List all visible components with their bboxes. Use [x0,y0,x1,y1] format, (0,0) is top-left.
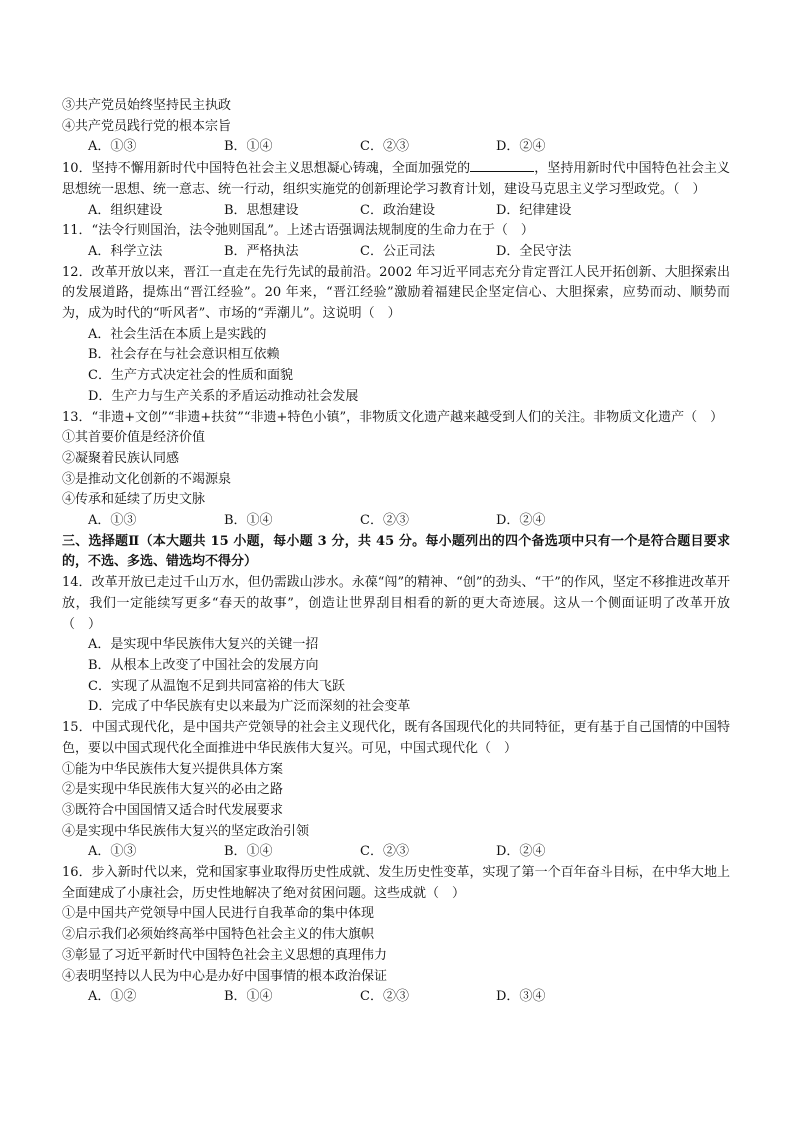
q13-option-c[interactable]: C．②③ [360,513,409,529]
q12-option-c[interactable]: C．生产方式决定社会的性质和面貌 [88,368,293,384]
q11-option-c[interactable]: C．公正司法 [360,243,435,259]
q16-item-1: ①是中国共产党领导中国人民进行自我革命的集中体现 [62,906,375,922]
q15-item-3: ③既符合中国国情又适合时代发展要求 [62,802,284,818]
q16-item-2: ②启示我们必须始终高举中国特色社会主义的伟大旗帜 [62,927,375,943]
q15-options [62,842,730,863]
q16-stem: 16．步入新时代以来，党和国家事业取得历史性成就、发生历史性变革，实现了第一个百年奋斗目标，在中华大地上全面建成了小康社会，历史性地解决了绝对贫困问题。这些成就（ ） [62,865,730,901]
q16-item-3: ③彰显了习近平新时代中国特色社会主义思想的真理伟力 [62,947,388,963]
q10-stem-before: 10．坚持不懈用新时代中国特色社会主义思想凝心铸魂，全面加强党的 [62,161,471,177]
q9-option-d[interactable]: D．②④ [496,139,546,155]
section-3-title: 三、选择题Ⅱ（本大题共 15 小题，每小题 3 分，共 45 分。每小题列出的四个备选项中只有一个是符合题目要求的，不选、多选、错选均不得分） [62,533,730,570]
q11-option-b[interactable]: B．严格执法 [224,243,299,259]
q11-stem: 11．“法令行则国治，法令弛则国乱”。上述古语强调法规制度的生命力在于（ ） [62,223,534,239]
q13-options [62,511,730,532]
exam-page [62,96,730,1008]
q10-option-b[interactable]: B．思想建设 [224,202,299,218]
q13-item-1: ①其首要价值是经济价值 [62,430,206,446]
q10-options [62,201,730,222]
q10-option-a[interactable]: A．组织建设 [88,202,163,218]
q14-option-c[interactable]: C．实现了从温饱不足到共同富裕的伟大飞跃 [88,678,345,694]
q15-item-2: ②是实现中华民族伟大复兴的必由之路 [62,782,284,798]
q9-item-4: ④共产党员践行党的根本宗旨 [62,118,232,134]
q13-option-a[interactable]: A．①③ [88,513,137,529]
q13-stem: 13．“非遗+文创”“非遗+扶贫”“非遗+特色小镇”，非物质文化遗产越来越受到人们的关注。非物质文化遗产（ ） [62,409,724,425]
q15-option-c[interactable]: C．②③ [360,844,409,860]
q11-option-d[interactable]: D．全民守法 [496,243,572,259]
q14-stem: 14．改革开放已走过千山万水，但仍需跋山涉水。永葆“闯”的精神、“创”的劲头、“干”的作风，坚定不移推进改革开放，我们一定能续写更多“春天的故事”，创造让世界刮目相看的新的更大奇迹展。这从一个侧面证明了改革开放（ ） [62,575,730,632]
q15-option-d[interactable]: D．②④ [496,844,546,860]
q10-stem-after: ，坚持用新时代中国特色社会主义思想统一思想、统一意志、统一行动，组织实施党的创新理论学习教育计划，建设马克思主义学习型政党。（ ） [62,161,730,197]
q12-option-b[interactable]: B．社会存在与社会意识相互依赖 [88,347,280,363]
q9-item-3: ③共产党员始终坚持民主执政 [62,98,232,113]
q12-stem: 12．改革开放以来，晋江一直走在先行先试的最前沿。2002 年习近平同志充分肯定晋江人民开拓创新、大胆探索出的发展道路，提炼出“晋江经验”。20 年来，“晋江经验”激励着福建民企坚定信心、大胆探索，应势而动、顺势而为，成为时代的“听风者”、市场的“弄潮儿”。这说明（ ） [62,264,730,322]
q11-options [62,242,730,263]
q15-option-b[interactable]: B．①④ [224,844,273,860]
q10-blank [470,158,534,172]
q13-item-3: ③是推动文化创新的不竭源泉 [62,471,232,487]
q10-stem [62,158,730,200]
q9-option-c[interactable]: C．②③ [360,139,409,155]
q14-option-b[interactable]: B．从根本上改变了中国社会的发展方向 [88,657,319,673]
q13-item-4: ④传承和延续了历史文脉 [62,492,206,508]
q16-options [62,987,730,1008]
q9-option-a[interactable]: A．①③ [88,139,137,155]
q16-item-4: ④表明坚持以人民为中心是办好中国事情的根本政治保证 [62,968,388,984]
q16-option-a[interactable]: A．①② [88,989,137,1005]
q14-option-a[interactable]: A．是实现中华民族伟大复兴的关键一招 [88,637,319,653]
q10-option-d[interactable]: D．纪律建设 [496,202,572,218]
q15-item-1: ①能为中华民族伟大复兴提供具体方案 [62,761,284,777]
q10-option-c[interactable]: C．政治建设 [360,202,435,218]
q16-option-b[interactable]: B．①④ [224,989,273,1005]
q9-option-b[interactable]: B．①④ [224,139,273,155]
q11-option-a[interactable]: A．科学立法 [88,243,163,259]
q16-option-d[interactable]: D．③④ [496,989,546,1005]
q13-option-d[interactable]: D．②④ [496,513,546,529]
q15-stem: 15．中国式现代化，是中国共产党领导的社会主义现代化，既有各国现代化的共同特征，更有基于自己国情的中国特色，要以中国式现代化全面推进中华民族伟大复兴。可见，中国式现代化（ ） [62,720,730,756]
q12-option-d[interactable]: D．生产力与生产关系的矛盾运动推动社会发展 [88,388,359,404]
q13-option-b[interactable]: B．①④ [224,513,273,529]
q12-option-a[interactable]: A．社会生活在本质上是实践的 [88,326,267,342]
q9-options [62,137,730,158]
q14-option-d[interactable]: D．完成了中华民族有史以来最为广泛而深刻的社会变革 [88,699,411,715]
q13-item-2: ②凝聚着民族认同感 [62,450,180,466]
q15-item-4: ④是实现中华民族伟大复兴的坚定政治引领 [62,823,310,839]
q15-option-a[interactable]: A．①③ [88,844,137,860]
q16-option-c[interactable]: C．②③ [360,989,409,1005]
